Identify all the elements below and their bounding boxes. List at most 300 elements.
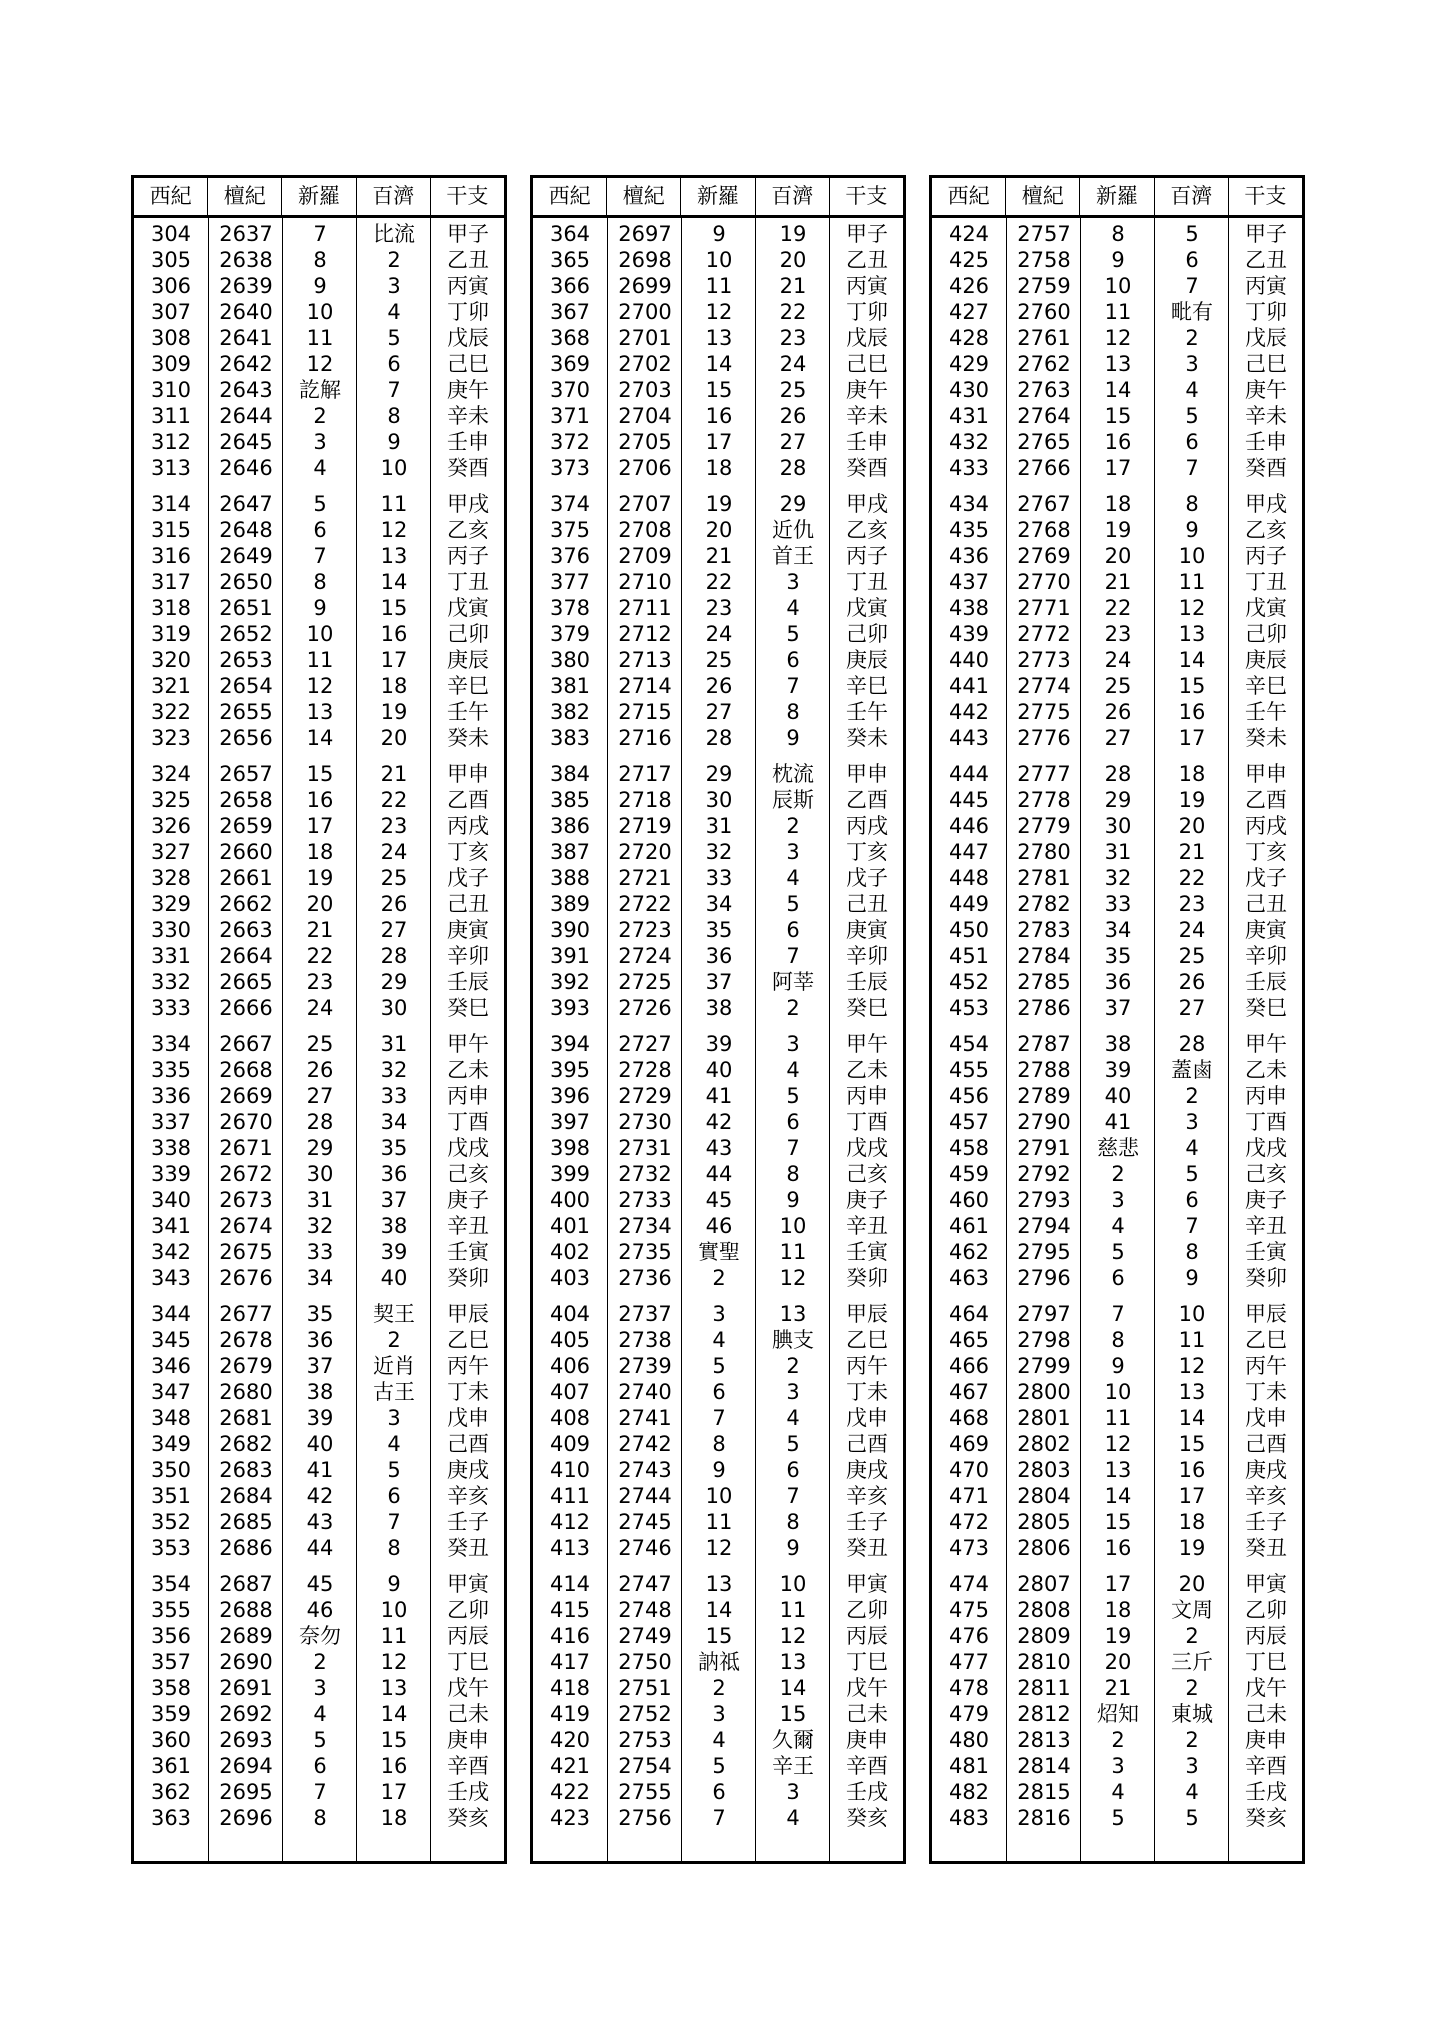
table-cell: 甲午 bbox=[846, 1032, 888, 1056]
table-cell: 甲辰 bbox=[846, 1302, 888, 1326]
column-header: 新羅 bbox=[680, 178, 754, 215]
table-cell: 2659 bbox=[219, 814, 273, 838]
table-cell: 甲申 bbox=[447, 762, 489, 786]
table-cell: 18 bbox=[1178, 762, 1206, 786]
table-cell: 8 bbox=[387, 404, 401, 428]
table-cell: 2661 bbox=[219, 866, 273, 890]
table-cell: 庚午 bbox=[846, 378, 888, 402]
table-cell: 456 bbox=[948, 1084, 990, 1108]
table-cell: 31 bbox=[1104, 840, 1132, 864]
table-cell: 2739 bbox=[618, 1354, 672, 1378]
table-cell: 2695 bbox=[219, 1780, 273, 1804]
table-cell: 23 bbox=[1178, 892, 1206, 916]
table-cell: 7 bbox=[387, 378, 401, 402]
table-cell: 2764 bbox=[1017, 404, 1071, 428]
table-cell: 2699 bbox=[618, 274, 672, 298]
table-cell: 己亥 bbox=[846, 1162, 888, 1186]
table-cell: 34 bbox=[306, 1266, 334, 1290]
table-cell: 7 bbox=[712, 1806, 726, 1830]
table-cell: 2791 bbox=[1017, 1136, 1071, 1160]
table-cell: 2644 bbox=[219, 404, 273, 428]
table-cell: 2 bbox=[1185, 1728, 1199, 1752]
table-cell: 2655 bbox=[219, 700, 273, 724]
table-cell: 11 bbox=[306, 648, 334, 672]
table-cell: 39 bbox=[1104, 1058, 1132, 1082]
table-cell: 2807 bbox=[1017, 1572, 1071, 1596]
table-cell: 2722 bbox=[618, 892, 672, 916]
column-header: 檀紀 bbox=[207, 178, 281, 215]
table-cell: 乙亥 bbox=[846, 518, 888, 542]
table-cell: 2801 bbox=[1017, 1406, 1071, 1430]
table-cell: 契王 bbox=[373, 1302, 415, 1326]
table-cell: 353 bbox=[150, 1536, 192, 1560]
table-cell: 庚寅 bbox=[1245, 918, 1287, 942]
table-cell: 2810 bbox=[1017, 1650, 1071, 1674]
table-cell: 壬子 bbox=[447, 1510, 489, 1534]
table-cell: 27 bbox=[705, 700, 733, 724]
table-cell: 己丑 bbox=[846, 892, 888, 916]
table-cell: 丙午 bbox=[1245, 1354, 1287, 1378]
table-cell: 466 bbox=[948, 1354, 990, 1378]
table-cell: 7 bbox=[1185, 1214, 1199, 1238]
table-cell: 2753 bbox=[618, 1728, 672, 1752]
table-cell: 482 bbox=[948, 1780, 990, 1804]
table-cell: 2732 bbox=[618, 1162, 672, 1186]
table-cell: 甲戌 bbox=[846, 492, 888, 516]
table-cell: 8 bbox=[1185, 1240, 1199, 1264]
table-cell: 2758 bbox=[1017, 248, 1071, 272]
table-cell: 壬午 bbox=[846, 700, 888, 724]
table-cell: 22 bbox=[306, 944, 334, 968]
table-cell: 31 bbox=[306, 1188, 334, 1212]
table-cell: 23 bbox=[705, 596, 733, 620]
table-cell: 5 bbox=[387, 326, 401, 350]
table-cell: 453 bbox=[948, 996, 990, 1020]
table-cell: 2686 bbox=[219, 1536, 273, 1560]
table-cell: 16 bbox=[380, 1754, 408, 1778]
table-cell: 10 bbox=[779, 1572, 807, 1596]
table-cell: 2790 bbox=[1017, 1110, 1071, 1134]
table-cell: 2798 bbox=[1017, 1328, 1071, 1352]
table-cell: 10 bbox=[380, 456, 408, 480]
table-cell: 丁巳 bbox=[846, 1650, 888, 1674]
table-cell: 2638 bbox=[219, 248, 273, 272]
table-cell: 2718 bbox=[618, 788, 672, 812]
table-cell: 2702 bbox=[618, 352, 672, 376]
table-cell: 391 bbox=[549, 944, 591, 968]
table-cell: 2662 bbox=[219, 892, 273, 916]
table-cell: 361 bbox=[150, 1754, 192, 1778]
table-cell: 炤知 bbox=[1097, 1702, 1139, 1726]
table-cell: 28 bbox=[779, 456, 807, 480]
table-cell: 戊午 bbox=[846, 1676, 888, 1700]
table-cell: 5 bbox=[712, 1354, 726, 1378]
table-cell: 2648 bbox=[219, 518, 273, 542]
table-cell: 6 bbox=[786, 648, 800, 672]
table-cell: 24 bbox=[779, 352, 807, 376]
table-cell: 乙未 bbox=[1245, 1058, 1287, 1082]
table-cell: 2652 bbox=[219, 622, 273, 646]
table-cell: 2802 bbox=[1017, 1432, 1071, 1456]
table-cell: 辛未 bbox=[447, 404, 489, 428]
table-cell: 乙丑 bbox=[1245, 248, 1287, 272]
table-cell: 2693 bbox=[219, 1728, 273, 1752]
table-cell: 12 bbox=[306, 352, 334, 376]
table-cell: 2 bbox=[1111, 1162, 1125, 1186]
table-cell: 乙巳 bbox=[447, 1328, 489, 1352]
table-cell: 26 bbox=[1104, 700, 1132, 724]
table-cell: 壬寅 bbox=[447, 1240, 489, 1264]
table-cell: 327 bbox=[150, 840, 192, 864]
table-cell: 奈勿 bbox=[299, 1624, 341, 1648]
table-cell: 333 bbox=[150, 996, 192, 1020]
table-cell: 丙戌 bbox=[447, 814, 489, 838]
table-cell: 464 bbox=[948, 1302, 990, 1326]
table-cell: 2788 bbox=[1017, 1058, 1071, 1082]
table-cell: 446 bbox=[948, 814, 990, 838]
table-cell: 481 bbox=[948, 1754, 990, 1778]
table-cell: 17 bbox=[1178, 726, 1206, 750]
table-cell: 10 bbox=[705, 248, 733, 272]
table-cell: 辛酉 bbox=[447, 1754, 489, 1778]
table-cell: 26 bbox=[1178, 970, 1206, 994]
table-cell: 3 bbox=[712, 1302, 726, 1326]
table-cell: 10 bbox=[306, 622, 334, 646]
table-cell: 近肖 bbox=[373, 1354, 415, 1378]
table-cell: 28 bbox=[1178, 1032, 1206, 1056]
table-cell: 2761 bbox=[1017, 326, 1071, 350]
table-cell: 45 bbox=[306, 1572, 334, 1596]
table-cell: 16 bbox=[306, 788, 334, 812]
table-cell: 9 bbox=[712, 222, 726, 246]
table-cell: 9 bbox=[786, 726, 800, 750]
table-cell: 10 bbox=[1104, 1380, 1132, 1404]
table-cell: 397 bbox=[549, 1110, 591, 1134]
table-cell: 13 bbox=[306, 700, 334, 724]
table-cell: 382 bbox=[549, 700, 591, 724]
table-cell: 2685 bbox=[219, 1510, 273, 1534]
table-cell: 2750 bbox=[618, 1650, 672, 1674]
table-cell: 343 bbox=[150, 1266, 192, 1290]
table-cell: 396 bbox=[549, 1084, 591, 1108]
table-cell: 丁丑 bbox=[1245, 570, 1287, 594]
table-cell: 442 bbox=[948, 700, 990, 724]
table-cell: 丁亥 bbox=[846, 840, 888, 864]
table-cell: 365 bbox=[549, 248, 591, 272]
table-cell: 2 bbox=[1111, 1728, 1125, 1752]
table-cell: 383 bbox=[549, 726, 591, 750]
table-cell: 2721 bbox=[618, 866, 672, 890]
table-cell: 17 bbox=[380, 1780, 408, 1804]
table-cell: 21 bbox=[779, 274, 807, 298]
table-cell: 465 bbox=[948, 1328, 990, 1352]
table-cell: 323 bbox=[150, 726, 192, 750]
table-cell: 2653 bbox=[219, 648, 273, 672]
table-cell: 2816 bbox=[1017, 1806, 1071, 1830]
table-cell: 2715 bbox=[618, 700, 672, 724]
baekje-year-column bbox=[755, 218, 830, 1861]
table-cell: 23 bbox=[380, 814, 408, 838]
table-cell: 408 bbox=[549, 1406, 591, 1430]
table-cell: 2794 bbox=[1017, 1214, 1071, 1238]
table-cell: 316 bbox=[150, 544, 192, 568]
table-cell: 436 bbox=[948, 544, 990, 568]
table-cell: 6 bbox=[313, 1754, 327, 1778]
table-cell: 2689 bbox=[219, 1624, 273, 1648]
table-cell: 己酉 bbox=[447, 1432, 489, 1456]
table-cell: 304 bbox=[150, 222, 192, 246]
table-cell: 437 bbox=[948, 570, 990, 594]
table-cell: 2663 bbox=[219, 918, 273, 942]
table-cell: 4 bbox=[387, 300, 401, 324]
table-cell: 15 bbox=[306, 762, 334, 786]
table-cell: 13 bbox=[380, 544, 408, 568]
table-cell: 辛酉 bbox=[1245, 1754, 1287, 1778]
table-cell: 399 bbox=[549, 1162, 591, 1186]
table-cell: 10 bbox=[779, 1214, 807, 1238]
table-cell: 476 bbox=[948, 1624, 990, 1648]
table-cell: 450 bbox=[948, 918, 990, 942]
table-cell: 庚午 bbox=[1245, 378, 1287, 402]
table-cell: 7 bbox=[1185, 456, 1199, 480]
table-cell: 27 bbox=[306, 1084, 334, 1108]
table-cell: 13 bbox=[779, 1650, 807, 1674]
table-cell: 壬寅 bbox=[1245, 1240, 1287, 1264]
table-cell: 乙酉 bbox=[1245, 788, 1287, 812]
table-cell: 2756 bbox=[618, 1806, 672, 1830]
table-cell: 14 bbox=[380, 1702, 408, 1726]
table-cell: 己卯 bbox=[846, 622, 888, 646]
table-cell: 6 bbox=[1185, 248, 1199, 272]
table-cell: 3 bbox=[1185, 352, 1199, 376]
table-cell: 19 bbox=[1178, 788, 1206, 812]
baekje-year-column bbox=[356, 218, 431, 1861]
table-cell: 丁丑 bbox=[846, 570, 888, 594]
column-header: 干支 bbox=[1228, 178, 1302, 215]
table-cell: 9 bbox=[712, 1458, 726, 1482]
table-cell: 11 bbox=[1178, 570, 1206, 594]
table-cell: 340 bbox=[150, 1188, 192, 1212]
table-cell: 27 bbox=[1104, 726, 1132, 750]
table-cell: 9 bbox=[313, 596, 327, 620]
table-cell: 2777 bbox=[1017, 762, 1071, 786]
table-cell: 壬戌 bbox=[1245, 1780, 1287, 1804]
table-cell: 2640 bbox=[219, 300, 273, 324]
table-cell: 14 bbox=[1178, 648, 1206, 672]
table-cell: 26 bbox=[779, 404, 807, 428]
table-cell: 23 bbox=[306, 970, 334, 994]
table-cell: 15 bbox=[380, 1728, 408, 1752]
table-cell: 7 bbox=[313, 222, 327, 246]
table-cell: 15 bbox=[1178, 1432, 1206, 1456]
table-cell: 16 bbox=[705, 404, 733, 428]
table-cell: 2667 bbox=[219, 1032, 273, 1056]
table-cell: 3 bbox=[1185, 1754, 1199, 1778]
table-cell: 己未 bbox=[846, 1702, 888, 1726]
table-cell: 丙午 bbox=[846, 1354, 888, 1378]
table-cell: 癸丑 bbox=[447, 1536, 489, 1560]
table-cell: 42 bbox=[306, 1484, 334, 1508]
table-cell: 15 bbox=[1104, 1510, 1132, 1534]
table-cell: 6 bbox=[712, 1380, 726, 1404]
table-cell: 11 bbox=[1104, 1406, 1132, 1430]
table-cell: 辛丑 bbox=[1245, 1214, 1287, 1238]
table-cell: 8 bbox=[1111, 1328, 1125, 1352]
table-cell: 丁卯 bbox=[846, 300, 888, 324]
table-cell: 379 bbox=[549, 622, 591, 646]
table-cell: 戊午 bbox=[1245, 1676, 1287, 1700]
table-cell: 46 bbox=[306, 1598, 334, 1622]
table-cell: 18 bbox=[380, 674, 408, 698]
table-cell: 2745 bbox=[618, 1510, 672, 1534]
table-cell: 5 bbox=[1111, 1240, 1125, 1264]
table-cell: 7 bbox=[1185, 274, 1199, 298]
table-cell: 19 bbox=[705, 492, 733, 516]
table-cell: 22 bbox=[1104, 596, 1132, 620]
table-cell: 2643 bbox=[219, 378, 273, 402]
table-cell: 43 bbox=[705, 1136, 733, 1160]
table-cell: 2781 bbox=[1017, 866, 1071, 890]
table-cell: 2642 bbox=[219, 352, 273, 376]
table-cell: 戊戌 bbox=[447, 1136, 489, 1160]
table-cell: 419 bbox=[549, 1702, 591, 1726]
table-cell: 11 bbox=[1178, 1328, 1206, 1352]
table-cell: 28 bbox=[380, 944, 408, 968]
table-cell: 337 bbox=[150, 1110, 192, 1134]
table-cell: 29 bbox=[306, 1136, 334, 1160]
table-cell: 乙丑 bbox=[447, 248, 489, 272]
table-cell: 392 bbox=[549, 970, 591, 994]
table-cell: 壬子 bbox=[846, 1510, 888, 1534]
table-cell: 丙寅 bbox=[846, 274, 888, 298]
table-cell: 11 bbox=[380, 492, 408, 516]
table-cell: 351 bbox=[150, 1484, 192, 1508]
table-cell: 386 bbox=[549, 814, 591, 838]
table-cell: 2773 bbox=[1017, 648, 1071, 672]
table-cell: 322 bbox=[150, 700, 192, 724]
table-cell: 2742 bbox=[618, 1432, 672, 1456]
table-cell: 乙卯 bbox=[447, 1598, 489, 1622]
table-cell: 2681 bbox=[219, 1406, 273, 1430]
table-cell: 368 bbox=[549, 326, 591, 350]
table-cell: 2728 bbox=[618, 1058, 672, 1082]
table-cell: 2780 bbox=[1017, 840, 1071, 864]
table-cell: 13 bbox=[705, 1572, 733, 1596]
table-cell: 7 bbox=[786, 1136, 800, 1160]
table-cell: 2733 bbox=[618, 1188, 672, 1212]
table-cell: 19 bbox=[1104, 1624, 1132, 1648]
table-cell: 467 bbox=[948, 1380, 990, 1404]
table-cell: 2703 bbox=[618, 378, 672, 402]
table-cell: 2779 bbox=[1017, 814, 1071, 838]
table-cell: 丙申 bbox=[447, 1084, 489, 1108]
table-cell: 2660 bbox=[219, 840, 273, 864]
table-cell: 辛丑 bbox=[846, 1214, 888, 1238]
table-cell: 2787 bbox=[1017, 1032, 1071, 1056]
table-cell: 2673 bbox=[219, 1188, 273, 1212]
table-cell: 2771 bbox=[1017, 596, 1071, 620]
table-cell: 393 bbox=[549, 996, 591, 1020]
table-cell: 2654 bbox=[219, 674, 273, 698]
table-cell: 庚寅 bbox=[846, 918, 888, 942]
table-cell: 2805 bbox=[1017, 1510, 1071, 1534]
table-cell: 庚申 bbox=[1245, 1728, 1287, 1752]
table-cell: 丁卯 bbox=[447, 300, 489, 324]
table-cell: 戊申 bbox=[447, 1406, 489, 1430]
table-cell: 6 bbox=[786, 1458, 800, 1482]
table-cell: 2656 bbox=[219, 726, 273, 750]
table-cell: 389 bbox=[549, 892, 591, 916]
table-cell: 乙卯 bbox=[1245, 1598, 1287, 1622]
table-cell: 5 bbox=[786, 622, 800, 646]
table-cell: 2740 bbox=[618, 1380, 672, 1404]
table-cell: 乙未 bbox=[846, 1058, 888, 1082]
table-cell: 34 bbox=[380, 1110, 408, 1134]
table-cell: 427 bbox=[948, 300, 990, 324]
table-cell: 2759 bbox=[1017, 274, 1071, 298]
table-cell: 28 bbox=[1104, 762, 1132, 786]
table-cell: 壬子 bbox=[1245, 1510, 1287, 1534]
table-cell: 359 bbox=[150, 1702, 192, 1726]
table-cell: 2786 bbox=[1017, 996, 1071, 1020]
table-cell: 44 bbox=[306, 1536, 334, 1560]
table-cell: 26 bbox=[380, 892, 408, 916]
table-cell: 404 bbox=[549, 1302, 591, 1326]
table-cell: 18 bbox=[705, 456, 733, 480]
table-cell: 2744 bbox=[618, 1484, 672, 1508]
table-cell: 辛未 bbox=[1245, 404, 1287, 428]
column-header: 百濟 bbox=[755, 178, 829, 215]
table-cell: 8 bbox=[313, 248, 327, 272]
table-cell: 癸丑 bbox=[1245, 1536, 1287, 1560]
table-cell: 18 bbox=[1178, 1510, 1206, 1534]
table-cell: 12 bbox=[705, 1536, 733, 1560]
table-cell: 17 bbox=[1104, 456, 1132, 480]
table-cell: 癸亥 bbox=[846, 1806, 888, 1830]
table-cell: 40 bbox=[306, 1432, 334, 1456]
table-cell: 430 bbox=[948, 378, 990, 402]
table-cell: 20 bbox=[1178, 1572, 1206, 1596]
table-cell: 2789 bbox=[1017, 1084, 1071, 1108]
column-header: 新羅 bbox=[1079, 178, 1153, 215]
table-cell: 壬申 bbox=[846, 430, 888, 454]
table-cell: 434 bbox=[948, 492, 990, 516]
table-cell: 306 bbox=[150, 274, 192, 298]
table-cell: 辛亥 bbox=[1245, 1484, 1287, 1508]
table-cell: 8 bbox=[313, 1806, 327, 1830]
table-cell: 355 bbox=[150, 1598, 192, 1622]
column-header: 檀紀 bbox=[1005, 178, 1079, 215]
table-cell: 6 bbox=[786, 1110, 800, 1134]
table-cell: 乙亥 bbox=[1245, 518, 1287, 542]
silla-year-column bbox=[681, 218, 756, 1861]
table-cell: 2815 bbox=[1017, 1780, 1071, 1804]
table-cell: 380 bbox=[549, 648, 591, 672]
table-cell: 451 bbox=[948, 944, 990, 968]
table-cell: 2778 bbox=[1017, 788, 1071, 812]
table-cell: 壬午 bbox=[447, 700, 489, 724]
dangi-year-column bbox=[208, 218, 283, 1861]
table-cell: 5 bbox=[1185, 222, 1199, 246]
table-cell: 6 bbox=[1185, 430, 1199, 454]
table-cell: 2710 bbox=[618, 570, 672, 594]
table-cell: 丙戌 bbox=[1245, 814, 1287, 838]
table-cell: 2768 bbox=[1017, 518, 1071, 542]
table-cell: 455 bbox=[948, 1058, 990, 1082]
table-cell: 16 bbox=[380, 622, 408, 646]
table-cell: 20 bbox=[306, 892, 334, 916]
table-header bbox=[932, 178, 1302, 218]
